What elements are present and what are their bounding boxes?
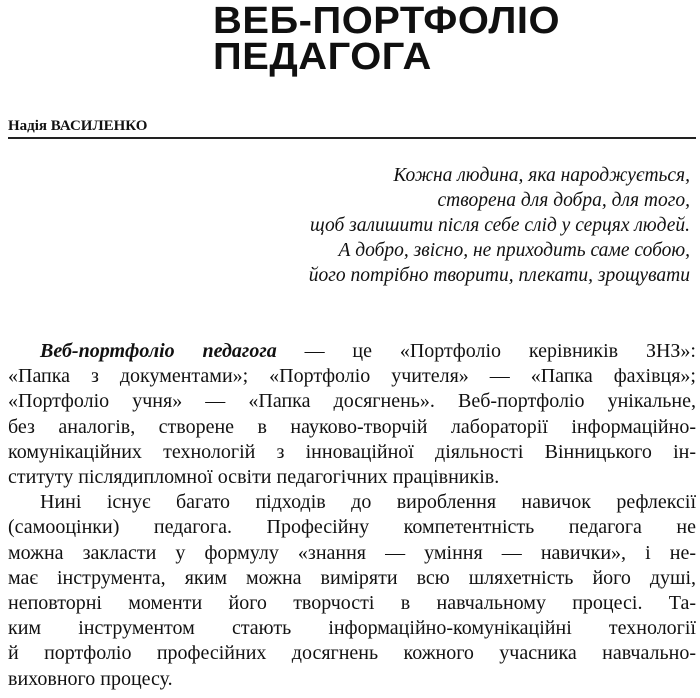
paragraph-line: неповторні моменти його творчості в навчальному процесі. Та- bbox=[8, 592, 696, 615]
paragraph-line: Нині існує багато підходів до вироблення навичок рефлексії bbox=[40, 491, 696, 514]
epigraph-line: Кожна людина, яка народжується, bbox=[393, 165, 690, 186]
line-text: — це «Портфоліо керівників ЗНЗ»: bbox=[276, 340, 696, 362]
defined-term: Веб-портфоліо педагога bbox=[40, 340, 277, 362]
paragraph-line: комунікаційних технологій з інноваційної діяльності Вінницького ін- bbox=[8, 440, 696, 463]
epigraph-line: А добро, звісно, не приходить саме собою, bbox=[338, 240, 690, 261]
paragraph-2 bbox=[8, 490, 696, 692]
paragraph-1 bbox=[8, 339, 696, 490]
paragraph-line: й портфоліо професійних досягнень кожного учасника навчально- bbox=[8, 642, 696, 665]
article-title bbox=[213, 0, 561, 78]
author-last-name: ВАСИЛЕНКО bbox=[50, 118, 148, 134]
paragraph-line: без аналогів, створене в науково-творчій лабораторії інформаційно- bbox=[8, 415, 696, 438]
paragraph-line: «Портфоліо учня» — «Папка досягнень». Веб-портфоліо унікальне, bbox=[8, 390, 696, 413]
paragraph-line: ституту післядипломної освіти педагогічних працівників. bbox=[8, 466, 500, 489]
paragraph-line: «Папка з документами»; «Портфоліо учителя» — «Папка фахівця»; bbox=[8, 365, 696, 388]
epigraph-line: створена для добра, для того, bbox=[437, 190, 690, 211]
paragraph-line bbox=[8, 339, 696, 364]
paragraph-line: має інструмента, яким можна виміряти всю шляхетність його душі, bbox=[8, 566, 696, 589]
paragraph-line: ким інструментом стають інформаційно-комунікаційні технології bbox=[8, 617, 696, 640]
title-line-2: ПЕДАГОГА bbox=[213, 36, 432, 78]
author-byline bbox=[8, 117, 147, 135]
title-line-1: ВЕБ-ПОРТФОЛІО bbox=[213, 0, 561, 42]
epigraph bbox=[309, 163, 690, 288]
author-first-name: Надія bbox=[8, 118, 48, 134]
article-body bbox=[8, 339, 696, 692]
paragraph-line: (самооцінки) педагога. Професійну компетентність педагога не bbox=[8, 516, 696, 539]
author-divider bbox=[8, 137, 696, 139]
paragraph-line: виховного процесу. bbox=[8, 667, 173, 690]
epigraph-line: щоб залишити після себе слід у серцях людей. bbox=[310, 215, 690, 236]
epigraph-line: його потрібно творити, плекати, зрощувати bbox=[308, 265, 690, 286]
paragraph-line: можна закласти у формулу «знання — уміння — навички», і не- bbox=[8, 541, 696, 564]
